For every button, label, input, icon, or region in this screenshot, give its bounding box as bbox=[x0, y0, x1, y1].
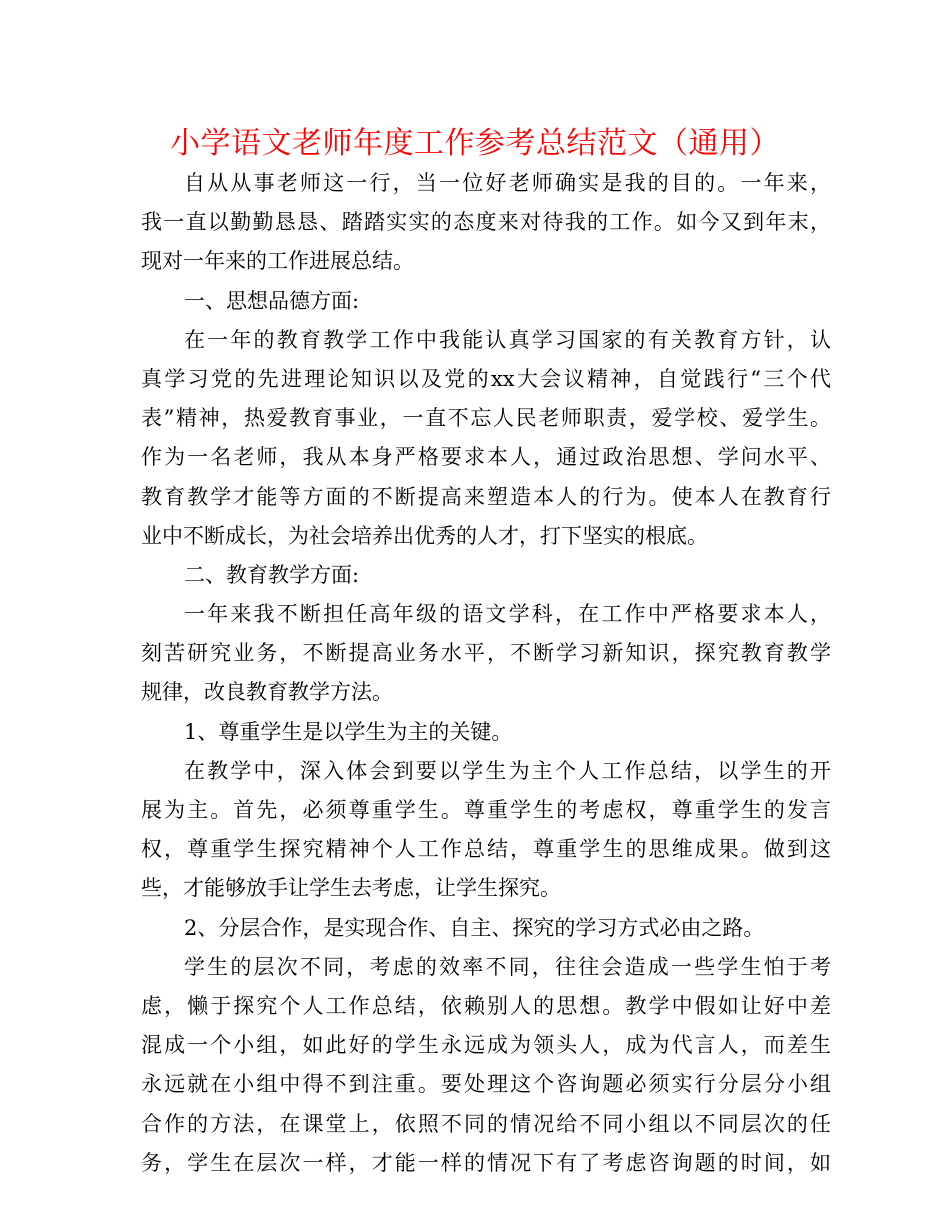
text-line: 2、分层合作，是实现合作、自主、探究的学习方式必由之路。 bbox=[184, 915, 765, 940]
text-line: 二、教育教学方面: bbox=[184, 562, 360, 587]
text-line: 自从从事老师这一行，当一位好老师确实是我的目的。一年来， bbox=[184, 171, 831, 195]
text-line: 合作的方法，在课堂上，依照不同的情况给不同小组以不同层次的任 bbox=[141, 1111, 831, 1136]
text-line: 真学习党的先进理论知识以及党的xx大会议精神，自觉践行“三个代 bbox=[141, 366, 831, 391]
text-line: 在一年的教育教学工作中我能认真学习国家的有关教育方针，认 bbox=[184, 327, 831, 352]
text-line: 学生的层次不同，考虑的效率不同，往往会造成一些学生怕于考 bbox=[184, 954, 831, 979]
text-line: 1、尊重学生是以学生为主的关键。 bbox=[184, 719, 513, 744]
text-line: 刻苦研究业务，不断提高业务水平，不断学习新知识，探究教育教学 bbox=[141, 641, 831, 666]
text-line: 永远就在小组中得不到注重。要处理这个咨询题必须实行分层分小组 bbox=[141, 1072, 831, 1097]
text-line: 务，学生在层次一样，才能一样的情况下有了考虑咨询题的时间，如 bbox=[141, 1150, 831, 1175]
text-line: 教育教学才能等方面的不断提高来塑造本人的行为。使本人在教育行 bbox=[141, 484, 831, 509]
text-line: 混成一个小组，如此好的学生永远成为领头人，成为代言人，而差生 bbox=[141, 1033, 831, 1058]
text-line: 规律，改良教育教学方法。 bbox=[141, 680, 393, 705]
text-line: 些，才能够放手让学生去考虑，让学生探究。 bbox=[141, 876, 561, 901]
text-line: 在教学中，深入体会到要以学生为主个人工作总结，以学生的开 bbox=[184, 758, 831, 783]
text-line: 展为主。首先，必须尊重学生。尊重学生的考虑权，尊重学生的发言 bbox=[141, 798, 831, 822]
text-line: 一年来我不断担任高年级的语文学科，在工作中严格要求本人， bbox=[184, 602, 831, 627]
text-line: 表”精神，热爱教育事业，一直不忘人民老师职责，爱学校、爱学生。 bbox=[141, 406, 831, 431]
text-line: 一、思想品德方面: bbox=[184, 288, 360, 313]
text-line: 虑，懒于探究个人工作总结，依赖别人的思想。教学中假如让好中差 bbox=[141, 993, 831, 1018]
text-line: 业中不断成长，为社会培养出优秀的人才，打下坚实的根底。 bbox=[141, 523, 708, 548]
text-line: 作为一名老师，我从本身严格要求本人，通过政治思想、学问水平、 bbox=[141, 445, 831, 470]
text-line: 现对一年来的工作进展总结。 bbox=[141, 249, 414, 274]
text-line: 我一直以勤勤恳恳、踏踏实实的态度来对待我的工作。如今又到年末， bbox=[141, 210, 831, 235]
document-body bbox=[141, 164, 831, 1183]
text-line: 权，尊重学生探究精神个人工作总结，尊重学生的思维成果。做到这 bbox=[141, 837, 831, 862]
document-title: 小学语文老师年度工作参考总结范文（通用） bbox=[170, 126, 780, 161]
